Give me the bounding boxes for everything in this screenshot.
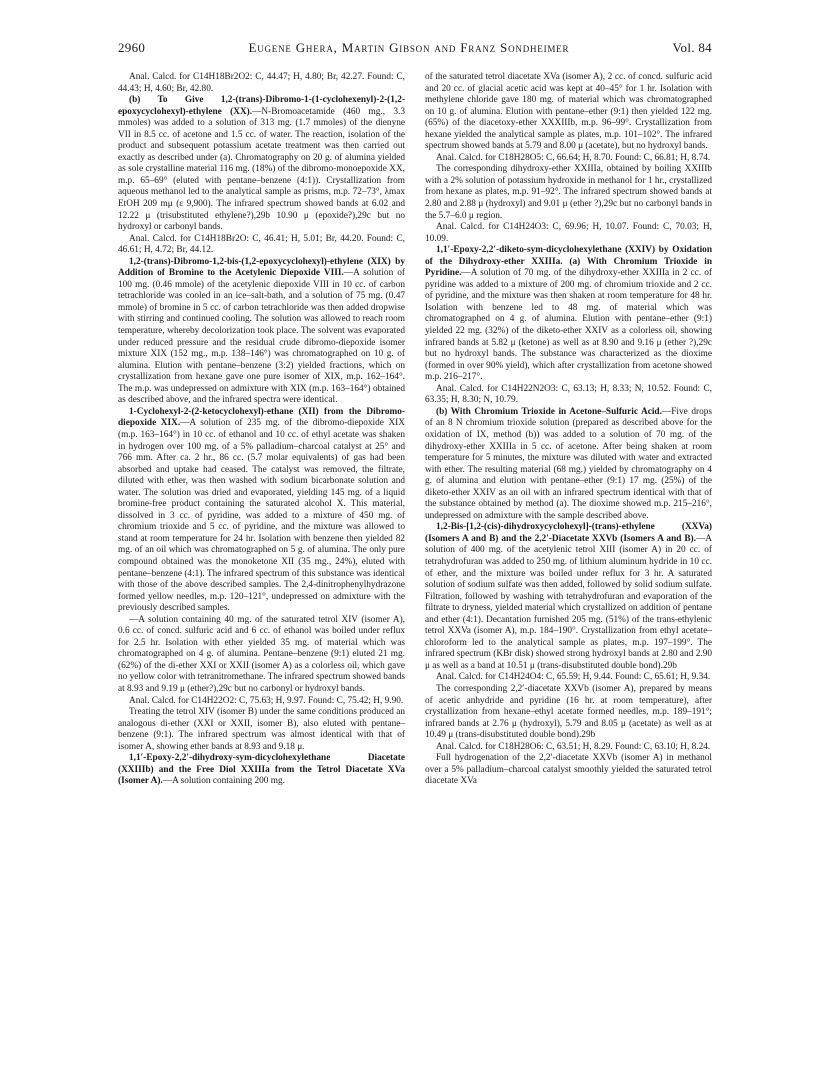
paragraph-text: —A solution containing 200 mg. [162,776,285,787]
paragraph [118,72,405,95]
paragraph-text: Anal. Calcd. for C14H22N2O3: C, 63.13; H, 8.33; N, 10.52. Found: C, 63.35; H, 8.30; N, 10.79. [425,383,712,406]
section-heading: 1,1′-Epoxy-2,2′-diketo-sym-dicyclohexylethane (XXIV) by Oxidation of the Dihydroxy-ether XXIIIa. (a) With Chromium Trioxide in Pyridine. [425,245,712,279]
paragraph [118,696,405,708]
paragraph-text: —A solution of 70 mg. of the dihydroxy-ether XXIIIa in 2 cc. of pyridine was added to a mixture of 200 mg. of chromium trioxide and 2 cc. of pyridine, and the mixture was then shaken at room temperature for 48 hr. Isolation with benzene led to 48 mg. of material which was chromatographed on 4 g. of alumina. Elution with pentane–ether (9:1) yielded 22 mg. (32%) of the diketo-ether XXIV as a colorless oil, showing infrared bands at 5.82 μ (ketone) as well as at 8.90 and 9.16 μ (ether ?),29c but no hydroxyl bands. The substance was characterized as the dioxime (formed in over 90% yield), which after crystallization from acetone showed m.p. 216–217°. [425,268,712,383]
paragraph-text: —A solution of 235 mg. of the dibromo-diepoxide XIX (m.p. 163–164°) in 10 cc. of ethanol and 10 cc. of ethyl acetate was shaken in hydrogen over 100 mg. of a 5% palladium–charcoal catalyst at 25° and 766 mm. After ca. 2 hr., 86 cc. (5.7 molar equivalents) of gas had been absorbed and uptake had ceased. The catalyst was removed, the filtrate, diluted with ether, was then washed with sodium bicarbonate solution and water. The solution was dried and evaporated, yielding 145 mg. of a liquid bromine-free product containing the saturated alcohol X. This material, dissolved in 3 cc. of pyridine, was added to a mixture of 450 mg. of chromium trioxide and 5 cc. of pyridine, and the mixture was allowed to stand at room temperature for 24 hr. Isolation with benzene then yielded 82 mg. of an oil which was chromatographed on 5 g. of alumina. The only pure compound obtained was the monoketone XII (35 mg., 24%), eluted with pentane–benzene (4:1). The infrared spectrum of this substance was identical with those of the above described samples. The 2,4-dinitrophenylhydrazone formed yellow needles, m.p. 120–121°, undepressed on admixture with the previously described samples. [118,418,405,614]
paragraph-text: of the saturated tetrol diacetate XVa (isomer A), 2 cc. of concd. sulfuric acid and 20 cc. of glacial acetic acid was kept at 40–45° for 1 hr. Isolation with methylene chloride gave 180 mg. of material which was chromatographed on 10 g. of alumina. Elution with pentane–ether (9:1) then yielded 122 mg. (65%) of the diacetoxy-ether XXXIIIb, m.p. 96–99°. Crystallization from hexane yielded the analytical sample as plates, m.p. 101–102°. The infrared spectrum showed bands at 5.79 and 8.00 μ (acetate), but no hydroxyl bands. [425,72,712,152]
section-heading: 1,2-(trans)-Dibromo-1,2-bis-(1,2-epoxycyclohexyl)-ethylene (XIX) by Addition of Bromine to the Acetylenic Diepoxide VIII. [118,256,405,279]
paragraph-text: Anal. Calcd. for C14H18Br2O: C, 46.41; H, 5.01; Br, 44.20. Found: C, 46.61; H, 4.72; Br, 44.12. [118,233,405,256]
right-column [425,72,712,788]
paragraph [425,753,712,788]
paragraph [118,707,405,753]
paragraph-text: The corresponding 2,2′-diacetate XXVb (isomer A), prepared by means of acetic anhydride and pyridine (16 hr. at room temperature), after crystallization from hexane–ethyl acetate formed needles, m.p. 189–191°; infrared bands at 2.76 μ (hydroxyl), 5.79 and 8.05 μ (acetate) as well as at 10.49 μ (trans-disubstituted double bond).29b [425,683,712,741]
paragraph [425,153,712,165]
paragraph-text: Anal. Calcd. for C14H22O2: C, 75.63; H, 9.97. Found: C, 75.42; H, 9.90. [129,695,404,706]
section-heading: (b) To Give 1,2-(trans)-Dibromo-1-(1-cyclohexenyl)-2-(1,2-epoxycyclohexyl)-ethylene (XX). [118,95,405,117]
section-heading: 1-Cyclohexyl-2-(2-ketocyclohexyl)-ethane (XII) from the Dibromo-diepoxide XIX. [118,406,405,429]
paragraph [425,384,712,407]
paragraph-text: Anal. Calcd. for C14H24O4: C, 65.59; H, 9.44. Found: C, 65.61; H, 9.34. [436,672,711,683]
paragraph-text: Treating the tetrol XIV (isomer B) under the same conditions produced an analogous di-ether (XXI or XXII, isomer B), also eluted with pentane–benzene (9:1). The infrared spectrum was almost identical with that of isomer A, showing ether bands at 8.93 and 9.18 μ. [118,707,405,752]
paragraph [425,164,712,222]
paragraph [425,245,712,384]
page-number: 2960 [118,40,146,55]
running-title: Eugene Ghera, Martin Gibson and Franz Sondheimer [248,40,570,55]
paragraph [118,234,405,257]
paragraph [118,615,405,696]
paragraph-text: The corresponding dihydroxy-ether XXIIIa, obtained by boiling XXIIIb with a 2% solution of potassium hydroxide in methanol for 1 hr., crystallized from hexane as plates, m.p. 91–92°. The infrared spectrum showed bands at 2.80 and 2.88 μ (hydroxyl) and 9.01 μ (ether ?),29c but no carbonyl bands in the 5.7–6.0 μ region. [425,164,712,221]
section-heading: 1,2-Bis-[1,2-(cis)-dihydroxycyclohexyl]-(trans)-ethylene (XXVa) (Isomers A and B) and the 2,2′-Diacetate XXVb (Isomers A and B). [425,522,712,544]
paragraph-text: Anal. Calcd. for C18H28O6: C, 63.51; H, 8.29. Found: C, 63.10; H, 8.24. [436,741,711,752]
paragraph-text: —N-Bromoacetamide (460 mg., 3.3 mmoles) was added to a solution of 313 mg. (1.7 mmoles) of the dienyne VII in 8.5 cc. of acetone and 1.5 cc. of water. The reaction, isolation of the product and subsequent potassium acetate treatment was then carried out exactly as described under (a). Chromatography on 20 g. of alumina yielded as sole crystalline material 116 mg. (18%) of the dibromo-monoepoxide XX, m.p. 65–69° (eluted with pentane–benzene (4:1)). Crystallization from aqueous methanol led to the analytical sample as prisms, m.p. 72–73°, λmax EtOH 209 mμ (ε 9,900). The infrared spectrum showed bands at 6.02 and 12.22 μ (trisubstituted ethylene?),29b 10.90 μ (epoxide?),29c but no hydroxyl or carbonyl bands. [118,106,405,233]
paragraph [425,672,712,684]
section-heading: (b) With Chromium Trioxide in Acetone–Sulfuric Acid. [436,406,662,417]
paragraph-text: —A solution containing 40 mg. of the saturated tetrol XIV (isomer A), 0.6 cc. of concd. sulfuric acid and 6 cc. of ethanol was boiled under reflux for 2.5 hr. Isolation with ether yielded 35 mg. of material which was chromatographed on 4 g. of alumina. Pentane–benzene (9:1) eluted 21 mg. (62%) of the di-ether XXI or XXII (isomer A) as a colorless oil, which gave no yellow color with tetranitromethane. The infrared spectrum showed bands at 8.93 and 9.19 μ (ether?),29c but no carbonyl or hydroxyl bands. [118,614,405,694]
paragraph [118,95,405,234]
paragraph [425,742,712,754]
paragraph [425,222,712,245]
paragraph-text: Anal. Calcd. for C18H28O5: C, 66.64; H, 8.70. Found: C, 66.81; H, 8.74. [436,152,711,163]
paragraph-text: —A solution of 100 mg. (0.46 mmole) of the acetylenic diepoxide VIII in 10 cc. of carbon tetrachloride was cooled in an ice–salt-bath, and a solution of 75 mg. (0.47 mmole) of bromine in 5 cc. of carbon tetrachloride was then added dropwise with stirring and continued cooling. The solution was allowed to reach room temperature, whereby decolorization took place. The solvent was evaporated under reduced pressure and the residual crude dibromo-diepoxide isomer mixture XIX (152 mg., m.p. 138–146°) was chromatographed on 10 g. of alumina. Elution with pentane–benzene (3:2) yielded fractions, which on crystallization from hexane gave one pure isomer of XIX, m.p. 162–164°. The m.p. was undepressed on admixture with XIX (m.p. 163–164°) obtained as described above, and the infrared spectra were identical. [118,268,405,406]
paragraph [118,257,405,407]
paragraph-text: Anal. Calcd. for C14H24O3: C, 69.96; H, 10.07. Found: C, 70.03; H, 10.09. [425,222,712,244]
paragraph [425,407,712,522]
paragraph [118,753,405,788]
left-column [118,72,405,788]
volume-label: Vol. 84 [672,40,712,55]
paragraph [425,522,712,672]
paragraph [425,72,712,153]
section-heading: 1,1′-Epoxy-2,2′-dihydroxy-sym-dicyclohexylethane Diacetate (XXIIIb) and the Free Diol XXIIIa from the Tetrol Diacetate XVa (Isomer A). [118,753,405,787]
paragraph-text: —Five drops of an 8 N chromium trioxide solution (prepared as described above for the oxidation of IX, method (b)) was added to a solution of 70 mg. of the dihydroxy-ether XXIIIa in 5 cc. of acetone. After being shaken at room temperature for 5 minutes, the mixture was diluted with water and extracted with ether. The resulting material (68 mg.) yielded by chromatography on 4 g. of alumina and elution with pentane–ether (9:1) 17 mg. (25%) of the diketo-ether XXIV as an oil with an infrared spectrum identical with that of the substance obtained by method (a). The dioxime showed m.p. 215–216°, undepressed on admixture with the sample described above. [425,406,712,521]
paragraph [425,684,712,742]
page-header [118,40,712,56]
paragraph-text: —A solution of 400 mg. of the acetylenic tetrol XIII (isomer A) in 20 cc. of tetrahydrofuran was added to 250 mg. of lithium aluminum hydride in 10 cc. of ether, and the mixture was boiled under reflux for 3 hr. A saturated solution of sodium sulfate was then added, followed by solid sodium sulfate. Filtration, followed by washing with tetrahydrofuran and evaporation of the filtrate to dryness, yielded material which crystallized on addition of pentane and ether (4:1). Decantation furnished 205 mg. (51%) of the trans-ethylenic tetrol XXVa (isomer A), m.p. 184–190°. Crystallization from ethyl acetate–chloroform led to the analytical sample as plates, m.p. 197–199°. The infrared spectrum (KBr disk) showed strong hydroxyl bands at 2.80 and 2.90 μ as well as a band at 10.51 μ (trans-disubstituted double bond).29b [425,533,712,671]
paragraph [118,407,405,615]
paragraph-text: Full hydrogenation of the 2,2′-diacetate XXVb (isomer A) in methanol over a 5% palladium–charcoal catalyst smoothly yielded the saturated tetrol diacetate XVa [425,753,712,787]
paragraph-text: Anal. Calcd. for C14H18Br2O2: C, 44.47; H, 4.80; Br, 42.27. Found: C, 44.43; H, 4.60; Br, 42.80. [118,72,405,94]
